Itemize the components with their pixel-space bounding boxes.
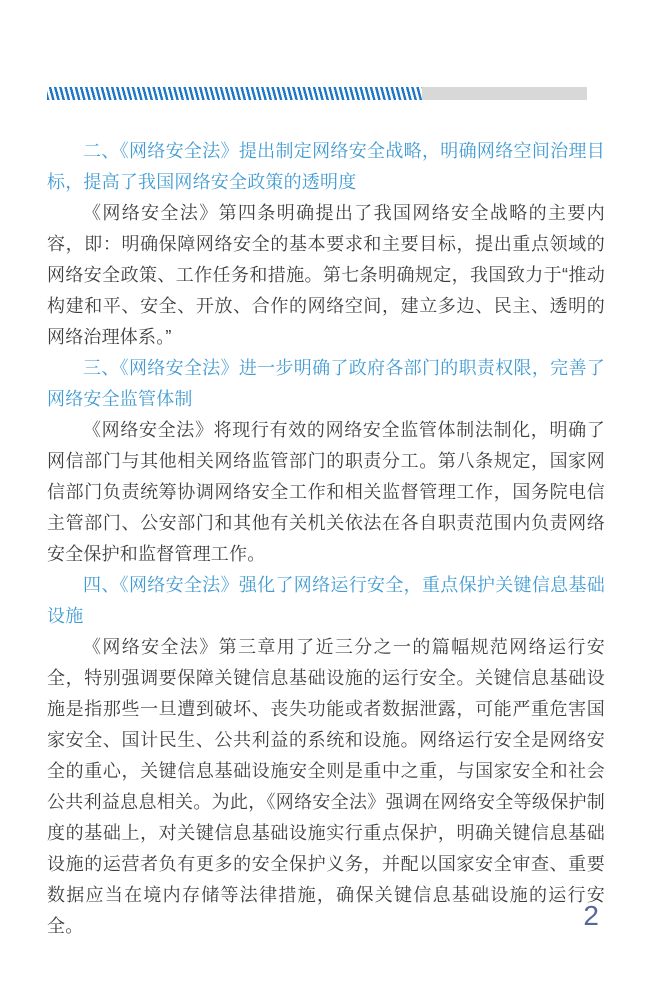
header-decoration (47, 87, 587, 100)
heading-section-2: 二、《网络安全法》提出制定网络安全战略，明确网络空间治理目标，提高了我国网络安全政策的透明度 (47, 141, 605, 192)
heading-section-3: 三、《网络安全法》进一步明确了政府各部门的职责权限，完善了网络安全监管体制 (47, 358, 605, 409)
heading-section-4: 四、《网络安全法》强化了网络运行安全，重点保护关键信息基础设施 (47, 575, 605, 626)
paragraph-section-4: 《网络安全法》第三章用了近三分之一的篇幅规范网络运行安全，特别强调要保障关键信息基础设施的运行安全。关键信息基础设施是指那些一旦遭到破坏、丧失功能或者数据泄露，可能严重危害国家安全、国计民生、公共利益的系统和设施。网络运行安全是网络安全的重心，关键信息基础设施安全则是重中之重，与国家安全和社会公共利益息息相关。为此，《网络安全法》强调在网络安全等级保护制度的基础上，对关键信息基础设施实行重点保护，明确关键信息基础设施的运营者负有更多的安全保护义务，并配以国家安全审查、重要数据应当在境内存储等法律措施，确保关键信息基础设施的运行安全。 (47, 637, 605, 936)
page-number: 2 (583, 900, 599, 931)
gray-bar-decoration (422, 87, 587, 100)
diagonal-hatch-decoration (47, 87, 422, 100)
document-text-block (47, 136, 605, 942)
paragraph-section-2: 《网络安全法》第四条明确提出了我国网络安全战略的主要内容，即：明确保障网络安全的基本要求和主要目标，提出重点领域的网络安全政策、工作任务和措施。第七条明确规定，我国致力于“推动构建和平、安全、开放、合作的网络空间，建立多边、民主、透明的网络治理体系。” (47, 203, 605, 347)
paragraph-section-3: 《网络安全法》将现行有效的网络安全监管体制法制化，明确了网信部门与其他相关网络监管部门的职责分工。第八条规定，国家网信部门负责统筹协调网络安全工作和相关监督管理工作，国务院电信主管部门、公安部门和其他有关机关依法在各自职责范围内负责网络安全保护和监督管理工作。 (47, 420, 605, 564)
